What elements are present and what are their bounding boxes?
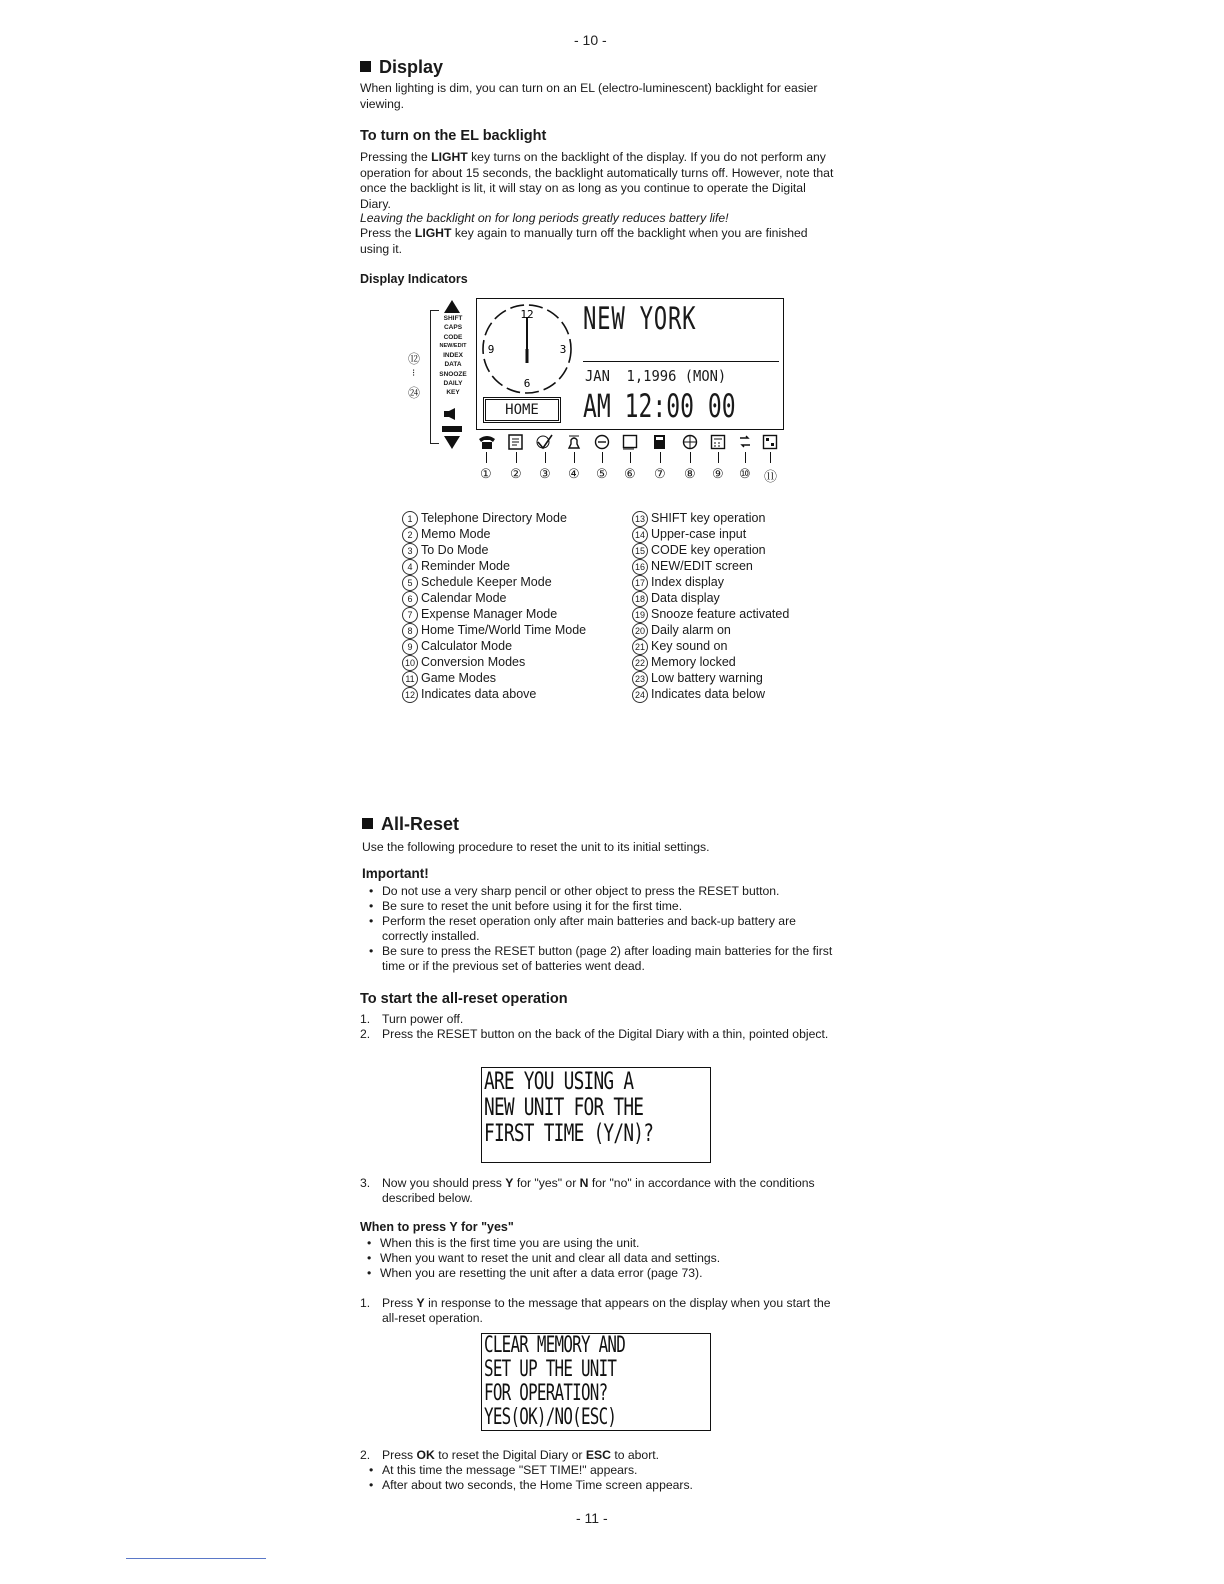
icon-tick [574,452,575,463]
important-list [362,884,838,974]
list-item: • When you want to reset the unit and clear all data and settings. [360,1251,836,1266]
step-text: Press the RESET button on the back of the Digital Diary with a thin, pointed object. [382,1027,829,1041]
start-reset-heading: To start the all-reset operation [360,991,568,1007]
icon-number-10: ⑩ [739,466,751,481]
list-item: • Be sure to reset the unit before using it for the first time. [362,899,838,914]
conversion-icon [738,434,752,450]
legend-number: 10 [402,655,418,671]
icon-tick [602,452,603,463]
icon-number-8: ⑧ [684,466,696,481]
legend-label: Index display [651,575,724,589]
game-icon [762,434,778,450]
para2-pre: Press the [360,226,415,240]
icon-tick [516,452,517,463]
legend-item [632,671,789,687]
legend-item [632,687,789,703]
footnote-link-line [126,1558,266,1559]
legend-label: To Do Mode [421,543,489,557]
legend-number: 6 [402,591,418,607]
legend-label: SHIFT key operation [651,511,766,525]
list-item: • Do not use a very sharp pencil or other object to press the RESET button. [362,884,838,899]
analog-clock-icon [479,301,575,397]
reset-confirm-screen [481,1067,711,1163]
legend-number: 7 [402,607,418,623]
step-3 [360,1176,838,1206]
lcd-divider [583,361,779,362]
lcd-home-label: HOME [505,402,539,418]
legend-label: Home Time/World Time Mode [421,623,587,637]
legend-number: 12 [402,687,418,703]
light-key-label: LIGHT [431,150,468,164]
legend-item [402,639,586,655]
legend-label: Daily alarm on [651,623,731,637]
legend-item [402,687,586,703]
schedule-icon [594,434,610,450]
legend-label: Telephone Directory Mode [421,511,567,525]
yes-step1-post: in response to the message that appears on the display when you start the all-reset operation. [382,1296,831,1325]
indicator-index: INDEX [443,352,463,360]
icon-tick [770,452,771,463]
step-item [360,1027,838,1042]
side-marker-mid: ⁝ [412,368,416,379]
legend-item [632,655,789,671]
indicator-new-edit: NEW/EDIT [439,342,467,349]
legend-label: Indicates data below [651,687,765,701]
icon-tick [630,452,631,463]
side-marker-top: ⑫ [408,352,421,366]
legend-label: Schedule Keeper Mode [421,575,552,589]
step-number: 2. [360,1448,371,1462]
clock-9: 9 [487,343,495,356]
para1-pre: Pressing the [360,150,432,164]
legend-label: Low battery warning [651,671,763,685]
yes-list [360,1236,836,1281]
screen-line: YES(OK)/NO(ESC) [484,1405,617,1430]
world-time-icon [682,434,700,450]
para1-post: key turns on the backlight of the display. If you do not perform any operation for about 15 seconds, the backlight automatically turns off. However, note that once the backlight is lit, it will stay on as long as you continue to operate the Digital Diary. [360,150,834,211]
expense-icon [652,434,668,450]
legend-number: 13 [632,511,648,527]
icon-tick [545,452,546,463]
screen-line: SET UP THE UNIT [484,1357,617,1382]
clock-12: 12 [520,308,534,321]
step-item [360,1012,838,1027]
legend-label: Data display [651,591,720,605]
icon-number-1: ① [480,466,492,481]
indicator-code: CODE [443,333,463,341]
legend-label: Game Modes [421,671,497,685]
legend-number: 8 [402,623,418,639]
step3-mid: for "yes" or [513,1176,580,1190]
step-item [360,1448,838,1463]
icon-number-row [478,466,784,482]
icon-number-5: ⑤ [596,466,608,481]
list-item: • Be sure to press the RESET button (page 2) after loading main batteries for the first time or if the previous set of batteries went dead. [362,944,838,974]
todo-icon [536,434,554,450]
screen-line: ARE YOU USING A [484,1067,634,1095]
page-number-top: - 10 - [574,32,607,48]
legend-item [402,623,586,639]
indicator-daily: DAILY [443,380,463,388]
indicator-label-list [436,314,470,398]
legend-item [632,623,789,639]
legend-number: 9 [402,639,418,655]
display-figure [400,298,790,488]
el-backlight-para1 [360,150,838,212]
legend-label: Memo Mode [421,527,491,541]
list-item: • After about two seconds, the Home Time screen appears. [362,1478,838,1493]
mode-icons-row [478,434,784,488]
indicator-shift: SHIFT [443,315,463,322]
square-bullet-icon [362,818,373,829]
legend-item [402,511,586,527]
icon-tick [718,452,719,463]
icon-number-3: ③ [539,466,551,481]
list-item: • When this is the first time you are using the unit. [360,1236,836,1251]
step-item [360,1296,838,1326]
legend-item [632,511,789,527]
calculator-icon [710,434,726,450]
memory-lock-icon [442,424,462,434]
lcd-screen [476,298,784,430]
arrow-down-icon [444,436,460,450]
step-number: 1. [360,1012,371,1026]
step-item [360,1176,838,1206]
legend-number: 14 [632,527,648,543]
battery-warning [360,211,838,227]
legend-number: 1 [402,511,418,527]
icon-number-7: ⑦ [654,466,666,481]
step3-post: for "no" in accordance with the conditions described below. [382,1176,815,1205]
legend-item [632,575,789,591]
memo-icon [508,434,524,450]
legend-number: 5 [402,575,418,591]
clock-3: 3 [559,343,567,356]
battery-warning-text: Leaving the backlight on for long periods greatly reduces battery life! [360,211,729,225]
legend-item [632,607,789,623]
legend-label: Memory locked [651,655,736,669]
icon-number-4: ④ [568,466,580,481]
display-heading [360,57,443,78]
list-item: • When you are resetting the unit after a data error (page 73). [360,1266,836,1281]
legend-label: NEW/EDIT screen [651,559,753,573]
step3-n: N [579,1176,589,1190]
speaker-icon [444,408,460,420]
important-heading: Important! [362,866,429,881]
after-reset-list [362,1463,838,1493]
legend-number: 18 [632,591,648,607]
legend-label: Calculator Mode [421,639,513,653]
square-bullet-icon [360,61,371,72]
icon-tick-row [478,452,784,464]
telephone-icon [478,434,496,450]
lcd-city: NEW YORK [583,301,697,337]
indicator-snooze: SNOOZE [439,370,467,378]
legend-item [402,671,586,687]
yes-step-1 [360,1296,838,1326]
yes-step2-post: to abort. [610,1448,660,1462]
legend-number: 16 [632,559,648,575]
legend-right [632,511,789,703]
legend-number: 4 [402,559,418,575]
yes-heading: When to press Y for "yes" [360,1220,514,1234]
step3-pre: Now you should press [382,1176,506,1190]
legend-item [402,527,586,543]
legend-item [402,543,586,559]
yes-step1-pre: Press [382,1296,417,1310]
legend-item [402,607,586,623]
legend-item [632,639,789,655]
legend-number: 20 [632,623,648,639]
legend-number: 15 [632,543,648,559]
legend-label: Snooze feature activated [651,607,790,621]
para2-post: key again to manually turn off the backlight when you are finished using it. [360,226,808,256]
legend-label: Indicates data above [421,687,537,701]
icon-tick [660,452,661,463]
all-reset-heading [362,814,459,835]
screen-line: CLEAR MEMORY AND [484,1333,626,1358]
yes-step2-mid: to reset the Digital Diary or [434,1448,586,1462]
legend-item [632,527,789,543]
icon-number-9: ⑨ [712,466,724,481]
el-backlight-para2 [360,226,838,257]
legend-item [402,591,586,607]
list-item: • At this time the message "SET TIME!" appears. [362,1463,838,1478]
screen-line: FOR OPERATION? [484,1381,608,1406]
ok-key: OK [416,1448,435,1462]
yes-step1-key: Y [416,1296,425,1310]
icon-tick [745,452,746,463]
indicator-key: KEY [446,389,460,397]
legend-label: Conversion Modes [421,655,526,669]
light-key-label-2: LIGHT [414,226,452,240]
lcd-date: JAN 1,1996 (MON) [585,367,727,385]
display-indicators-title: Display Indicators [360,272,468,286]
step-number: 1. [360,1296,371,1310]
icon-tick [486,452,487,463]
list-item: • Perform the reset operation only after main batteries and back-up battery are correctly installed. [362,914,838,944]
yes-step2-pre: Press [382,1448,417,1462]
legend-item [632,543,789,559]
clear-memory-screen [481,1333,711,1431]
legend-label: Key sound on [651,639,728,653]
all-reset-intro: Use the following procedure to reset the unit to its initial settings. [362,840,710,854]
legend-number: 22 [632,655,648,671]
legend-number: 2 [402,527,418,543]
legend-number: 19 [632,607,648,623]
el-backlight-heading: To turn on the EL backlight [360,128,547,144]
legend-item [632,559,789,575]
icon-tick [690,452,691,463]
legend-number: 3 [402,543,418,559]
screen-line: NEW UNIT FOR THE [484,1093,644,1121]
start-reset-steps [360,1012,838,1042]
step-number: 3. [360,1176,371,1190]
legend-label: CODE key operation [651,543,766,557]
step3-y: Y [505,1176,514,1190]
legend-label: Expense Manager Mode [421,607,558,621]
indicator-data: DATA [444,361,462,369]
lcd-home-box [485,399,559,421]
legend-number: 23 [632,671,648,687]
calendar-icon [622,434,638,450]
legend-item [402,655,586,671]
side-marker-bottom: ㉔ [408,386,421,400]
all-reset-heading-text: All-Reset [381,814,460,834]
arrow-up-icon [444,300,460,314]
page-number-bottom: - 11 - [576,1510,608,1526]
step-number: 2. [360,1027,371,1041]
screen-line: FIRST TIME (Y/N)? [484,1119,654,1147]
legend-label: Upper-case input [651,527,747,541]
step-text: Turn power off. [382,1012,464,1026]
yes-step-2 [360,1448,838,1463]
legend-number: 21 [632,639,648,655]
display-heading-text: Display [379,57,444,77]
esc-key: ESC [585,1448,611,1462]
legend-number: 17 [632,575,648,591]
indicator-caps: CAPS [443,324,463,332]
icon-number-2: ② [510,466,522,481]
clock-6: 6 [523,377,531,390]
legend-left [402,511,586,703]
legend-label: Calendar Mode [421,591,507,605]
legend-label: Reminder Mode [421,559,510,573]
legend-item [632,591,789,607]
legend-number: 24 [632,687,648,703]
reminder-icon [566,434,582,450]
legend-item [402,575,586,591]
icon-number-6: ⑥ [624,466,636,481]
lcd-time: AM 12:00 00 [583,387,736,425]
icon-number-11: ⑪ [764,469,778,484]
display-intro: When lighting is dim, you can turn on an EL (electro-luminescent) backlight for easier viewing. [360,81,818,111]
legend-number: 11 [402,671,418,687]
legend-item [402,559,586,575]
